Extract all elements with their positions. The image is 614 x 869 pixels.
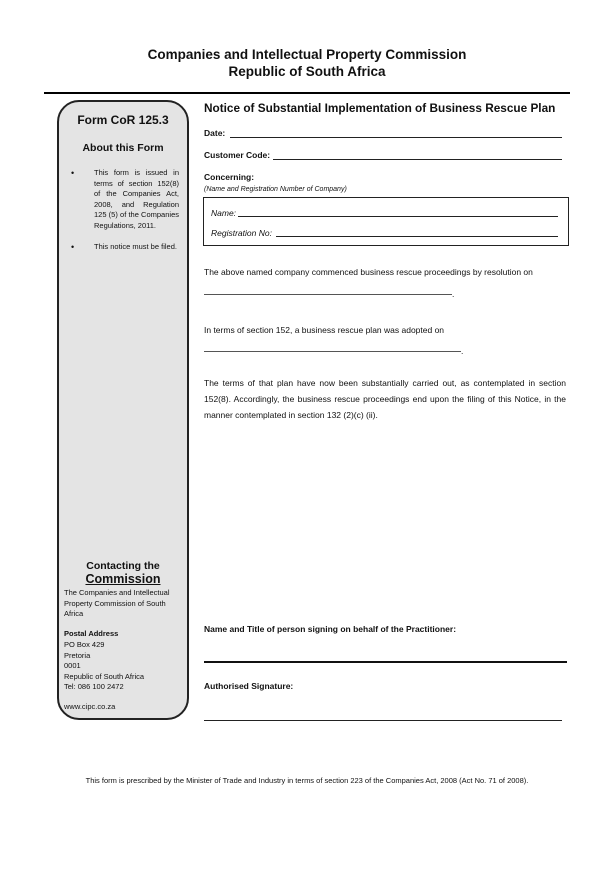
blank-terminator: .	[452, 289, 455, 299]
concerning-label: Concerning:	[204, 172, 255, 182]
company-name-label: Name:	[211, 208, 237, 218]
registration-label: Registration No:	[211, 228, 272, 238]
date-label: Date:	[204, 128, 226, 138]
date-field[interactable]	[230, 137, 562, 138]
footer-note: This form is prescribed by the Minister of Trade and Industry in terms of section 223 of the Companies Act, 2008 (Act No. 71 of 2008).	[85, 776, 529, 785]
paragraph-adopted: In terms of section 152, a business rescue plan was adopted on	[204, 325, 445, 335]
about-bullets	[71, 168, 179, 264]
signatory-field[interactable]	[204, 661, 567, 663]
customer-code-label: Customer Code:	[204, 150, 271, 160]
postal-line: Pretoria	[64, 650, 91, 660]
form-number-label: Form CoR 125.3	[77, 113, 169, 127]
website-link[interactable]: www.cipc.co.za	[64, 702, 116, 711]
resolution-date-line[interactable]	[204, 294, 452, 295]
signature-label: Authorised Signature:	[204, 681, 294, 691]
concerning-subtitle: (Name and Registration Number of Company)	[204, 186, 347, 193]
paragraph-commenced: The above named company commenced business rescue proceedings by resolution on	[204, 267, 533, 277]
paragraph-substantial: The terms of that plan have now been substantially carried out, as contemplated in section 152(8). Accordingly, the business rescue proceedings end upon the filing of this Notice, in the manner contemplated in section 132 (2)(c) (ii).	[204, 378, 566, 420]
adoption-date-line[interactable]	[204, 351, 461, 352]
resolution-date-blank[interactable]	[204, 289, 454, 299]
header-country: Republic of South Africa	[228, 64, 386, 79]
customer-code-field[interactable]	[273, 159, 562, 160]
registration-field[interactable]	[276, 236, 558, 237]
postal-line: Republic of South Africa	[64, 671, 145, 681]
form-number	[59, 113, 187, 127]
header-organisation: Companies and Intellectual Property Commission	[147, 47, 467, 62]
about-bullet-1: • This form is issued in terms of section 152(8) of the Companies Act, 2008, and Regulation 125 (5) of the Companies Regulations, 2011.	[71, 168, 179, 231]
contact-intro: The Companies and Intellectual Property Commission of South Africa	[64, 588, 170, 618]
postal-line: 0001	[64, 661, 81, 670]
company-name-field[interactable]	[238, 216, 558, 217]
about-title: About this Form	[82, 142, 164, 154]
about-bullet-2: • This notice must be filed.	[71, 242, 179, 253]
form-title: Notice of Substantial Implementation of Business Rescue Plan	[204, 101, 556, 115]
postal-line: PO Box 429	[64, 640, 105, 649]
postal-address	[64, 640, 184, 693]
contact-title-1: Contacting the	[86, 560, 160, 572]
postal-line: Tel: 086 100 2472	[64, 682, 124, 691]
signatory-label: Name and Title of person signing on behalf of the Practitioner:	[204, 624, 457, 634]
sidebar-panel	[57, 100, 189, 720]
adoption-date-blank[interactable]	[204, 346, 463, 356]
header-rule	[44, 92, 570, 94]
contact-title-2: Commission	[85, 572, 161, 586]
company-details-box	[203, 197, 569, 246]
postal-heading: Postal Address	[64, 629, 119, 638]
signature-field[interactable]	[204, 720, 562, 721]
blank-terminator: .	[461, 346, 464, 356]
